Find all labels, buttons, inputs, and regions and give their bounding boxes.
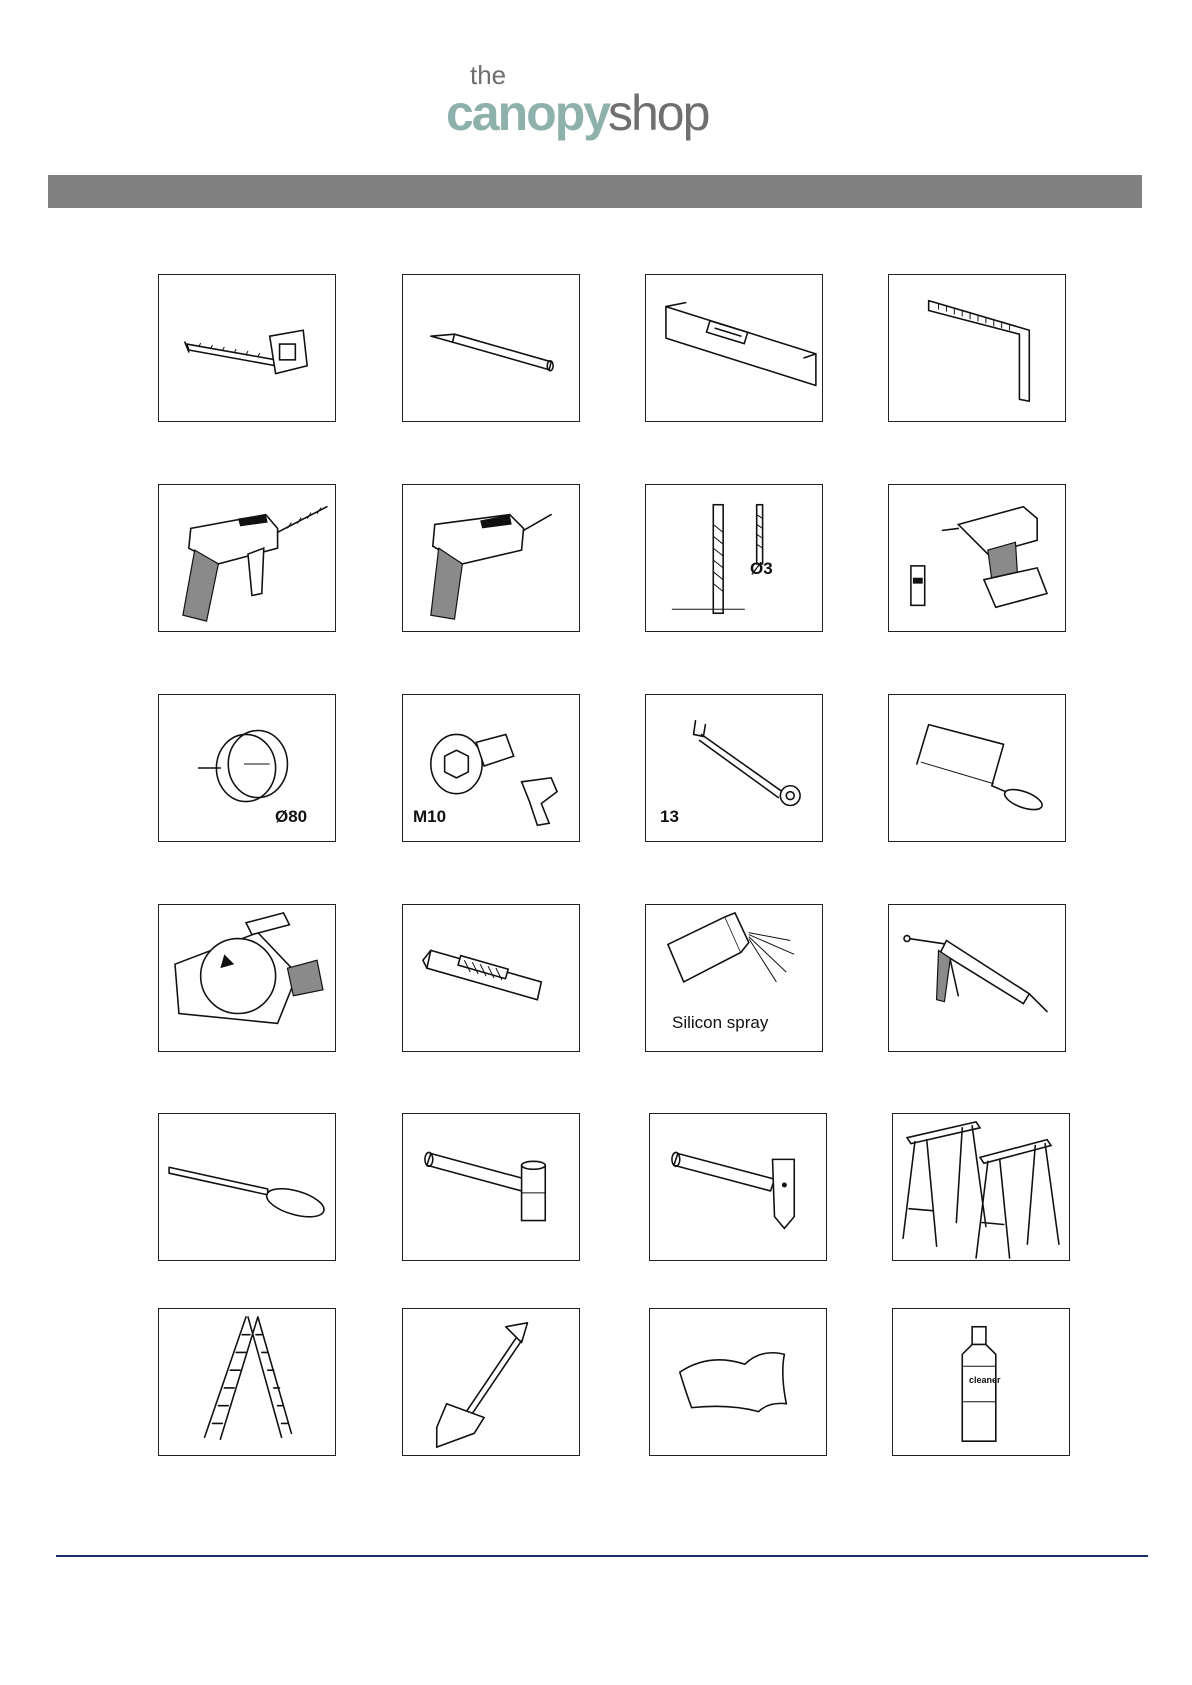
drill-bits-icon (646, 485, 822, 631)
trestles-icon (893, 1114, 1069, 1260)
socket-size-label: M10 (413, 807, 447, 826)
step-ladder-icon (159, 1309, 335, 1455)
hacksaw-icon (889, 695, 1065, 841)
tool-tile-caulking-gun (888, 904, 1066, 1052)
spanner-size-label: 13 (660, 807, 679, 826)
hole-saw-size-label: Ø80 (275, 807, 308, 826)
pencil-icon (403, 275, 579, 421)
logo-small-word: the (470, 60, 507, 90)
utility-knife-icon (403, 905, 579, 1051)
cleaner-bottle-label: cleaner (969, 1375, 1001, 1385)
tool-tile-utility-knife (402, 904, 580, 1052)
tool-tile-carpenter-square (888, 274, 1066, 422)
tool-tile-hammer (649, 1113, 827, 1261)
spirit-level-icon (646, 275, 822, 421)
spray-can-label: Silicon spray (672, 1013, 769, 1032)
logo-primary-word: canopy (446, 85, 610, 141)
tool-tile-rubber-mallet (402, 1113, 580, 1261)
tool-tile-spanner (645, 694, 823, 842)
circular-saw-icon (159, 905, 335, 1051)
logo-secondary-word: shop (608, 85, 709, 141)
tool-tile-spray-can (645, 904, 823, 1052)
tool-tile-drill-bits (645, 484, 823, 632)
tool-tile-electric-drill (402, 484, 580, 632)
shovel-icon (403, 1309, 579, 1455)
tool-tile-cordless-screwdriver (888, 484, 1066, 632)
tool-tile-shovel (402, 1308, 580, 1456)
tool-tile-circular-saw (158, 904, 336, 1052)
cordless-screwdriver-icon (889, 485, 1065, 631)
hammer-icon (650, 1114, 826, 1260)
header-bar (48, 175, 1142, 208)
tool-tile-trestles (892, 1113, 1070, 1261)
tape-measure-icon (159, 275, 335, 421)
tool-tile-hole-saw (158, 694, 336, 842)
hole-saw-icon (159, 695, 335, 841)
tool-tile-spirit-level (645, 274, 823, 422)
tool-tile-hammer-drill (158, 484, 336, 632)
file-icon (159, 1114, 335, 1260)
carpenter-square-icon (889, 275, 1065, 421)
hammer-drill-icon (159, 485, 335, 631)
rubber-mallet-icon (403, 1114, 579, 1260)
tool-tile-hacksaw (888, 694, 1066, 842)
brand-logo (440, 58, 740, 148)
tool-tile-cleaner-bottle (892, 1308, 1070, 1456)
tool-tile-file (158, 1113, 336, 1261)
electric-drill-icon (403, 485, 579, 631)
footer-rule (56, 1555, 1148, 1557)
drill-bit-size-label: Ø3 (750, 559, 773, 578)
tool-tile-tape-measure (158, 274, 336, 422)
cloth-icon (650, 1309, 826, 1455)
tool-tile-socket-wrench (402, 694, 580, 842)
tool-tile-step-ladder (158, 1308, 336, 1456)
tool-tile-pencil (402, 274, 580, 422)
tool-tile-cloth (649, 1308, 827, 1456)
caulking-gun-icon (889, 905, 1065, 1051)
